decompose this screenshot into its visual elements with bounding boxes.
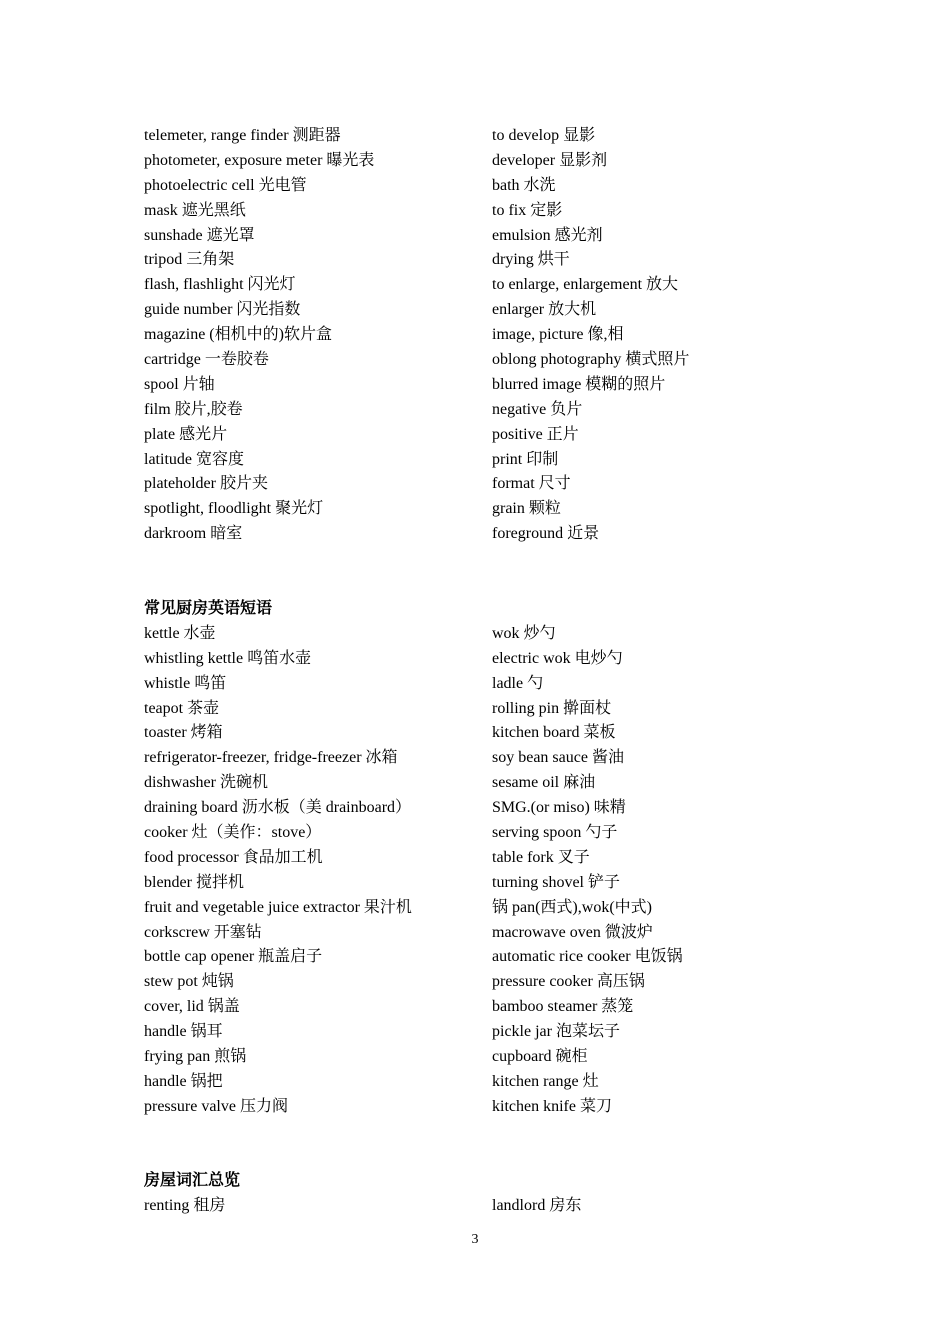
vocabulary-entry: telemeter, range finder 测距器 bbox=[144, 127, 341, 144]
vocabulary-entry: emulsion 感光剂 bbox=[492, 226, 603, 244]
vocabulary-entry: to fix 定影 bbox=[492, 201, 563, 219]
vocabulary-list bbox=[144, 622, 804, 1120]
vocabulary-entry: kitchen board 菜板 bbox=[492, 724, 616, 742]
vocabulary-entry: image, picture 像,相 bbox=[492, 326, 624, 344]
vocabulary-row bbox=[144, 1095, 804, 1120]
kitchen-vocabulary-section bbox=[144, 597, 804, 1120]
vocabulary-entry: bamboo steamer 蒸笼 bbox=[492, 998, 634, 1016]
vocabulary-entry: flash, flashlight 闪光灯 bbox=[144, 276, 296, 294]
vocabulary-entry: positive 正片 bbox=[492, 425, 579, 443]
vocabulary-row bbox=[144, 373, 804, 398]
vocabulary-entry: pressure cooker 高压锅 bbox=[492, 973, 645, 991]
vocabulary-entry: whistle 鸣笛 bbox=[144, 674, 227, 692]
vocabulary-entry: bottle cap opener 瓶盖启子 bbox=[144, 948, 323, 966]
section-heading: 房屋词汇总览 bbox=[144, 1172, 241, 1190]
vocabulary-entry: food processor 食品加工机 bbox=[144, 848, 323, 866]
vocabulary-entry: stew pot 炖锅 bbox=[144, 973, 234, 991]
vocabulary-row bbox=[144, 871, 804, 896]
vocabulary-row bbox=[144, 970, 804, 995]
vocabulary-entry: guide number 闪光指数 bbox=[144, 301, 301, 319]
vocabulary-entry: wok 炒勺 bbox=[492, 624, 556, 642]
vocabulary-entry: handle 锅耳 bbox=[144, 1023, 223, 1041]
vocabulary-entry: foreground 近景 bbox=[492, 525, 600, 543]
vocabulary-entry: corkscrew 开塞钻 bbox=[144, 923, 262, 941]
vocabulary-entry: rolling pin 擀面杖 bbox=[492, 699, 612, 717]
vocabulary-row bbox=[144, 199, 804, 224]
vocabulary-entry: developer 显影剂 bbox=[492, 151, 608, 169]
vocabulary-entry: plate 感光片 bbox=[144, 425, 228, 443]
vocabulary-entry: oblong photography 横式照片 bbox=[492, 351, 690, 369]
vocabulary-entry: photoelectric cell 光电管 bbox=[144, 176, 307, 194]
vocabulary-entry: to enlarge, enlargement 放大 bbox=[492, 276, 679, 294]
vocabulary-entry: grain 颗粒 bbox=[492, 500, 561, 518]
vocabulary-entry: landlord 房东 bbox=[492, 1197, 582, 1215]
vocabulary-row bbox=[144, 348, 804, 373]
housing-vocabulary-section bbox=[144, 1169, 804, 1219]
vocabulary-entry: toaster 烤箱 bbox=[144, 724, 223, 742]
vocabulary-entry: frying pan 煎锅 bbox=[144, 1047, 247, 1065]
vocabulary-row bbox=[144, 323, 804, 348]
vocabulary-entry: macrowave oven 微波炉 bbox=[492, 923, 653, 941]
page-number: 3 bbox=[471, 1232, 479, 1247]
vocabulary-entry: magazine (相机中的)软片盒 bbox=[144, 326, 332, 344]
vocabulary-entry: mask 遮光黑纸 bbox=[144, 201, 246, 219]
vocabulary-row bbox=[144, 945, 804, 970]
vocabulary-entry: 锅 pan(西式),wok(中式) bbox=[492, 898, 652, 916]
vocabulary-entry: cooker 灶（美作：stove） bbox=[144, 823, 322, 841]
vocabulary-row bbox=[144, 746, 804, 771]
vocabulary-row bbox=[144, 721, 804, 746]
vocabulary-entry: fruit and vegetable juice extractor 果汁机 bbox=[144, 898, 412, 916]
vocabulary-entry: to develop 显影 bbox=[492, 127, 596, 144]
vocabulary-row bbox=[144, 896, 804, 921]
vocabulary-row bbox=[144, 398, 804, 423]
vocabulary-row bbox=[144, 995, 804, 1020]
vocabulary-row bbox=[144, 472, 804, 497]
vocabulary-row bbox=[144, 522, 804, 547]
vocabulary-row bbox=[144, 298, 804, 323]
vocabulary-entry: cover, lid 锅盖 bbox=[144, 998, 240, 1016]
vocabulary-row bbox=[144, 497, 804, 522]
vocabulary-entry: SMG.(or miso) 味精 bbox=[492, 799, 626, 817]
vocabulary-entry: serving spoon 勺子 bbox=[492, 823, 618, 841]
vocabulary-row bbox=[144, 224, 804, 249]
section-heading: 常见厨房英语短语 bbox=[144, 599, 273, 617]
vocabulary-row bbox=[144, 448, 804, 473]
vocabulary-entry: kettle 水壶 bbox=[144, 624, 216, 642]
vocabulary-entry: cartridge 一卷胶卷 bbox=[144, 351, 269, 369]
vocabulary-entry: sunshade 遮光罩 bbox=[144, 226, 255, 244]
vocabulary-entry: photometer, exposure meter 曝光表 bbox=[144, 151, 375, 169]
vocabulary-entry: pressure valve 压力阀 bbox=[144, 1097, 288, 1115]
vocabulary-entry: electric wok 电炒勺 bbox=[492, 649, 623, 667]
vocabulary-entry: drying 烘干 bbox=[492, 251, 570, 269]
vocabulary-entry: refrigerator-freezer, fridge-freezer 冰箱 bbox=[144, 749, 398, 767]
vocabulary-entry: cupboard 碗柜 bbox=[492, 1047, 588, 1065]
vocabulary-entry: kitchen knife 菜刀 bbox=[492, 1097, 612, 1115]
vocabulary-entry: turning shovel 铲子 bbox=[492, 873, 620, 891]
vocabulary-entry: negative 负片 bbox=[492, 400, 583, 418]
vocabulary-entry: format 尺寸 bbox=[492, 475, 571, 493]
vocabulary-entry: blurred image 模糊的照片 bbox=[492, 375, 666, 393]
vocabulary-row bbox=[144, 771, 804, 796]
vocabulary-entry: spool 片轴 bbox=[144, 375, 215, 393]
vocabulary-entry: sesame oil 麻油 bbox=[492, 774, 596, 792]
vocabulary-list bbox=[144, 124, 804, 547]
vocabulary-row bbox=[144, 622, 804, 647]
vocabulary-entry: handle 锅把 bbox=[144, 1072, 223, 1090]
vocabulary-entry: bath 水洗 bbox=[492, 176, 556, 194]
vocabulary-entry: soy bean sauce 酱油 bbox=[492, 749, 624, 767]
vocabulary-entry: renting 租房 bbox=[144, 1197, 226, 1215]
vocabulary-row bbox=[144, 796, 804, 821]
photography-vocabulary-section bbox=[144, 124, 804, 547]
vocabulary-entry: ladle 勺 bbox=[492, 674, 544, 692]
vocabulary-row bbox=[144, 1020, 804, 1045]
vocabulary-entry: print 印制 bbox=[492, 450, 559, 468]
vocabulary-entry: spotlight, floodlight 聚光灯 bbox=[144, 500, 324, 518]
vocabulary-entry: draining board 沥水板（美 drainboard） bbox=[144, 799, 412, 817]
vocabulary-entry: pickle jar 泡菜坛子 bbox=[492, 1023, 620, 1041]
vocabulary-row bbox=[144, 846, 804, 871]
vocabulary-row bbox=[144, 647, 804, 672]
vocabulary-row bbox=[144, 821, 804, 846]
vocabulary-row bbox=[144, 697, 804, 722]
vocabulary-entry: dishwasher 洗碗机 bbox=[144, 774, 268, 792]
vocabulary-entry: film 胶片,胶卷 bbox=[144, 400, 243, 418]
vocabulary-entry: enlarger 放大机 bbox=[492, 301, 597, 319]
vocabulary-entry: whistling kettle 鸣笛水壶 bbox=[144, 649, 312, 667]
vocabulary-entry: latitude 宽容度 bbox=[144, 450, 244, 468]
vocabulary-row bbox=[144, 1070, 804, 1095]
vocabulary-entry: plateholder 胶片夹 bbox=[144, 475, 268, 493]
vocabulary-row bbox=[144, 248, 804, 273]
vocabulary-row bbox=[144, 1194, 804, 1219]
vocabulary-row bbox=[144, 273, 804, 298]
vocabulary-row bbox=[144, 149, 804, 174]
vocabulary-entry: automatic rice cooker 电饭锅 bbox=[492, 948, 683, 966]
vocabulary-list bbox=[144, 1194, 804, 1219]
vocabulary-entry: blender 搅拌机 bbox=[144, 873, 244, 891]
vocabulary-row bbox=[144, 1045, 804, 1070]
document-page bbox=[144, 124, 804, 1219]
vocabulary-entry: teapot 茶壶 bbox=[144, 699, 220, 717]
vocabulary-row bbox=[144, 921, 804, 946]
vocabulary-entry: table fork 叉子 bbox=[492, 848, 590, 866]
vocabulary-row bbox=[144, 124, 804, 149]
vocabulary-row bbox=[144, 672, 804, 697]
vocabulary-row bbox=[144, 423, 804, 448]
vocabulary-entry: kitchen range 灶 bbox=[492, 1072, 599, 1090]
vocabulary-entry: tripod 三角架 bbox=[144, 251, 235, 269]
vocabulary-entry: darkroom 暗室 bbox=[144, 525, 243, 543]
vocabulary-row bbox=[144, 174, 804, 199]
